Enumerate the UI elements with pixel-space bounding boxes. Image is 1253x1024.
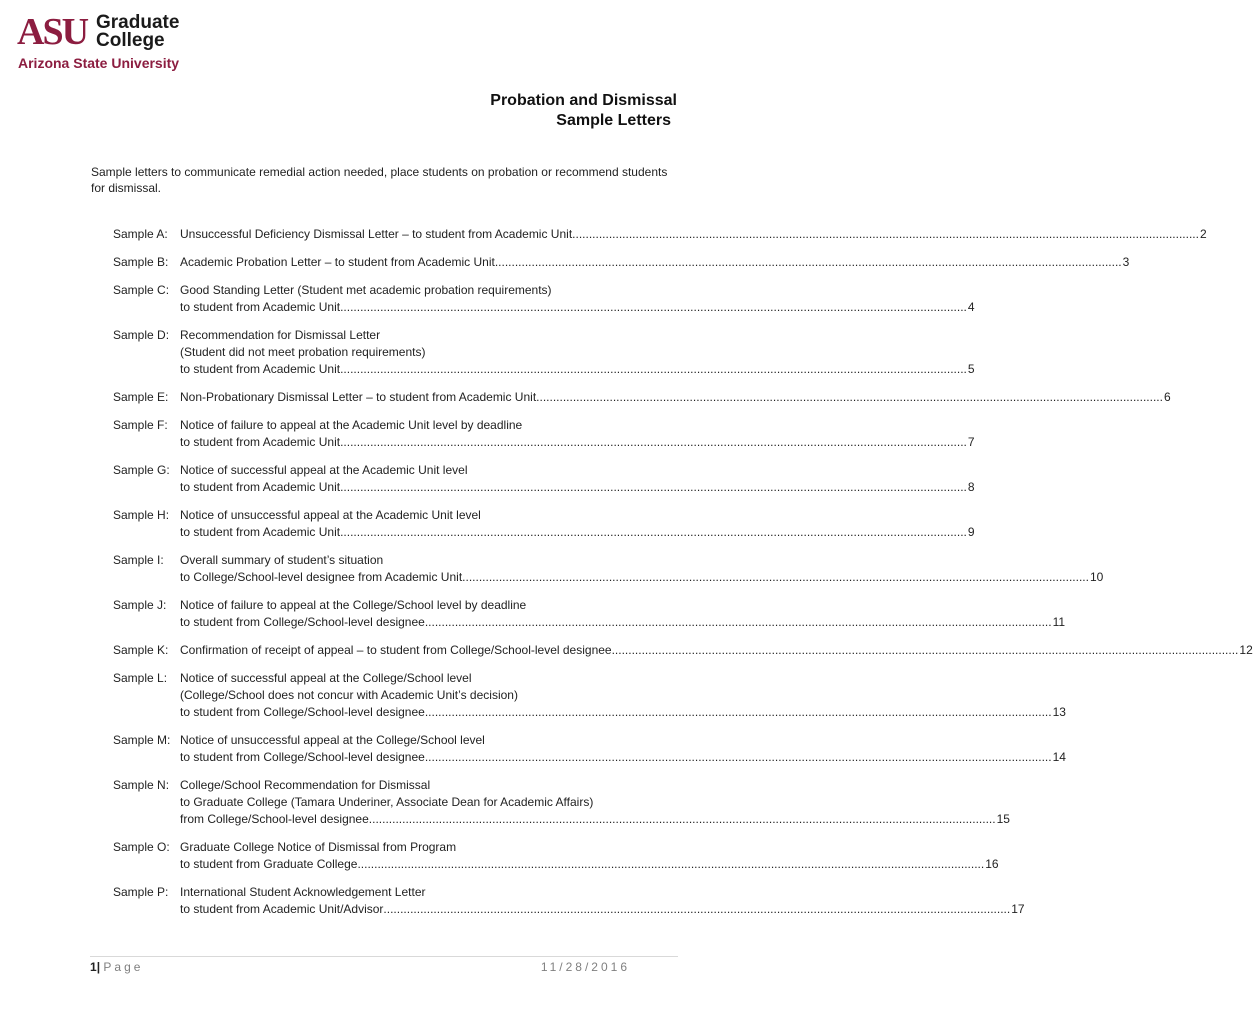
toc-entry-body [180,732,1066,766]
toc-entry-line: Good Standing Letter (Student met academic probation requirements) [180,283,552,297]
table-of-contents [113,226,1253,929]
toc-page-number: 14 [1052,750,1066,764]
toc-entry-label: Sample E: [113,390,169,404]
toc-entry-last-line [180,524,975,541]
toc-entry-line: Notice of unsuccessful appeal at the Academic Unit level [180,508,481,522]
dot-leader [340,524,967,541]
toc-entry-body [180,839,999,873]
toc-entry-line: to Graduate College (Tamara Underiner, Associate Dean for Academic Affairs) [180,795,594,809]
toc-entry-line: Notice of successful appeal at the College/School level [180,671,472,685]
toc-entry-text: from College/School-level designee [180,812,369,826]
toc-entry-body [180,282,975,316]
dot-leader [340,434,967,451]
toc-entry-body [180,597,1065,631]
toc-entry [113,327,975,378]
toc-page-number: 2 [1199,227,1207,241]
toc-entry-last-line [180,389,1171,406]
asu-graduate-college-logo [17,13,197,73]
toc-entry-label: Sample B: [113,255,169,269]
toc-entry-label: Sample C: [113,283,170,297]
toc-entry [113,552,1104,586]
toc-entry [113,597,1066,631]
document-title: Probation and Dismissal Sample Letters [490,92,677,129]
toc-entry-body [180,884,1025,918]
toc-page-number: 17 [1011,902,1025,916]
toc-entry-last-line [180,226,1207,243]
toc-entry-text: to student from Academic Unit/Advisor [180,902,384,916]
toc-entry-last-line [180,569,1103,586]
toc-entry-text: to College/School-level designee from Academic Unit [180,570,463,584]
toc-page-number: 16 [985,857,999,871]
dot-leader [340,479,967,496]
toc-entry [113,417,975,451]
toc-entry-last-line [180,704,1066,721]
toc-page-number: 15 [996,812,1010,826]
toc-entry-label: Sample M: [113,733,171,747]
toc-entry-line: College/School Recommendation for Dismissal [180,778,431,792]
toc-entry-label: Sample F: [113,418,168,432]
toc-entry-last-line [180,479,975,496]
toc-entry-line: International Student Acknowledgement Letter [180,885,426,899]
toc-entry-text: Academic Probation Letter – to student from Academic Unit [180,255,495,269]
dot-leader [383,901,1010,918]
toc-page-number: 9 [967,525,975,539]
dot-leader [340,361,967,378]
dot-leader [425,614,1052,631]
toc-entry-body [180,226,1207,243]
toc-entry-text: to student from College/School-level designee [180,615,425,629]
toc-page-number: 8 [967,480,975,494]
toc-entry-body [180,417,975,451]
dot-leader [612,642,1239,659]
toc-entry-label: Sample J: [113,598,167,612]
toc-entry-text: to student from Academic Unit [180,525,341,539]
toc-entry-body [180,552,1103,586]
toc-entry-last-line [180,901,1025,918]
toc-entry-line: Notice of successful appeal at the Academic Unit level [180,463,468,477]
toc-entry-body [180,254,1129,271]
toc-entry-label: Sample H: [113,508,170,522]
toc-page-number: 7 [967,435,975,449]
toc-entry-last-line [180,811,1010,828]
toc-entry-label: Sample P: [113,885,169,899]
asu-logo-mark: ASU [17,11,88,53]
dot-leader [340,299,967,316]
toc-entry [113,282,975,316]
toc-entry [113,462,975,496]
toc-entry-body [180,327,975,378]
dot-leader [425,749,1052,766]
toc-entry-body [180,777,1010,828]
toc-entry-last-line [180,299,975,316]
toc-entry [113,226,1207,243]
toc-entry-body [180,642,1253,659]
toc-entry-text: Confirmation of receipt of appeal – to student from College/School-level designee [180,643,612,657]
toc-entry-last-line [180,434,975,451]
logo-university-name: Arizona State University [18,55,180,71]
toc-entry-line: Notice of failure to appeal at the Academic Unit level by deadline [180,418,523,432]
toc-entry [113,670,1066,721]
toc-entry-body [180,670,1066,721]
toc-page-number: 6 [1163,390,1171,404]
dot-leader [462,569,1089,586]
toc-entry-last-line [180,642,1253,659]
toc-entry-text: to student from Graduate College [180,857,358,871]
toc-entry [113,732,1066,766]
toc-entry-last-line [180,361,975,378]
toc-entry [113,389,1171,406]
dot-leader [425,704,1052,721]
toc-entry-line: Overall summary of student’s situation [180,553,384,567]
toc-entry-text: to student from Academic Unit [180,435,341,449]
toc-entry-label: Sample G: [113,463,170,477]
dot-leader [495,254,1122,271]
toc-page-number: 3 [1122,255,1130,269]
dot-leader [369,811,996,828]
toc-entry-text: to student from Academic Unit [180,300,341,314]
toc-entry-line: Recommendation for Dismissal Letter [180,328,381,342]
toc-entry-label: Sample L: [113,671,168,685]
toc-entry-text: Non-Probationary Dismissal Letter – to student from Academic Unit [180,390,537,404]
toc-entry-text: to student from Academic Unit [180,362,341,376]
footer-page-number: 1 [90,960,97,974]
toc-entry-text: Unsuccessful Deficiency Dismissal Letter – to student from Academic Unit [180,227,573,241]
toc-entry-line: Graduate College Notice of Dismissal from Program [180,840,457,854]
toc-entry-last-line [180,749,1066,766]
toc-entry-line: Notice of failure to appeal at the College/School level by deadline [180,598,527,612]
toc-page-number: 10 [1089,570,1104,584]
toc-entry [113,777,1010,828]
toc-page-number: 5 [967,362,975,376]
toc-page-number: 12 [1239,643,1253,657]
toc-entry [113,254,1130,271]
toc-entry-last-line [180,254,1129,271]
intro-paragraph: Sample letters to communicate remedial action needed, place students on probation or recommend students for dismissal. [91,165,668,195]
page-footer [90,960,630,974]
toc-page-number: 11 [1052,615,1066,629]
toc-entry-line: (College/School does not concur with Academic Unit’s decision) [180,688,518,702]
toc-entry-text: to student from College/School-level designee [180,705,425,719]
footer-separator: | [96,960,101,974]
dot-leader [536,389,1163,406]
toc-entry-label: Sample K: [113,643,169,657]
toc-entry-body [180,507,975,541]
toc-entry-label: Sample A: [113,227,168,241]
toc-entry [113,839,999,873]
toc-entry-label: Sample O: [113,840,170,854]
toc-entry-last-line [180,856,999,873]
dot-leader [357,856,984,873]
toc-entry-body [180,389,1171,406]
toc-entry-text: to student from Academic Unit [180,480,341,494]
toc-entry-line: Notice of unsuccessful appeal at the College/School level [180,733,485,747]
toc-entry-label: Sample N: [113,778,170,792]
logo-college-name: Graduate College [96,12,180,51]
toc-entry-last-line [180,614,1065,631]
toc-entry-text: to student from College/School-level designee [180,750,425,764]
toc-page-number: 4 [967,300,975,314]
toc-entry [113,642,1253,659]
dot-leader [572,226,1199,243]
toc-entry-line: (Student did not meet probation requirements) [180,345,426,359]
footer-date: 11/28/2016 [540,960,630,974]
toc-page-number: 13 [1052,705,1066,719]
toc-entry-label: Sample I: [113,553,164,567]
footer-page-word: Page [103,960,144,974]
toc-entry [113,884,1025,918]
toc-entry-label: Sample D: [113,328,170,342]
footer-divider [90,956,678,957]
toc-entry [113,507,975,541]
toc-entry-body [180,462,975,496]
